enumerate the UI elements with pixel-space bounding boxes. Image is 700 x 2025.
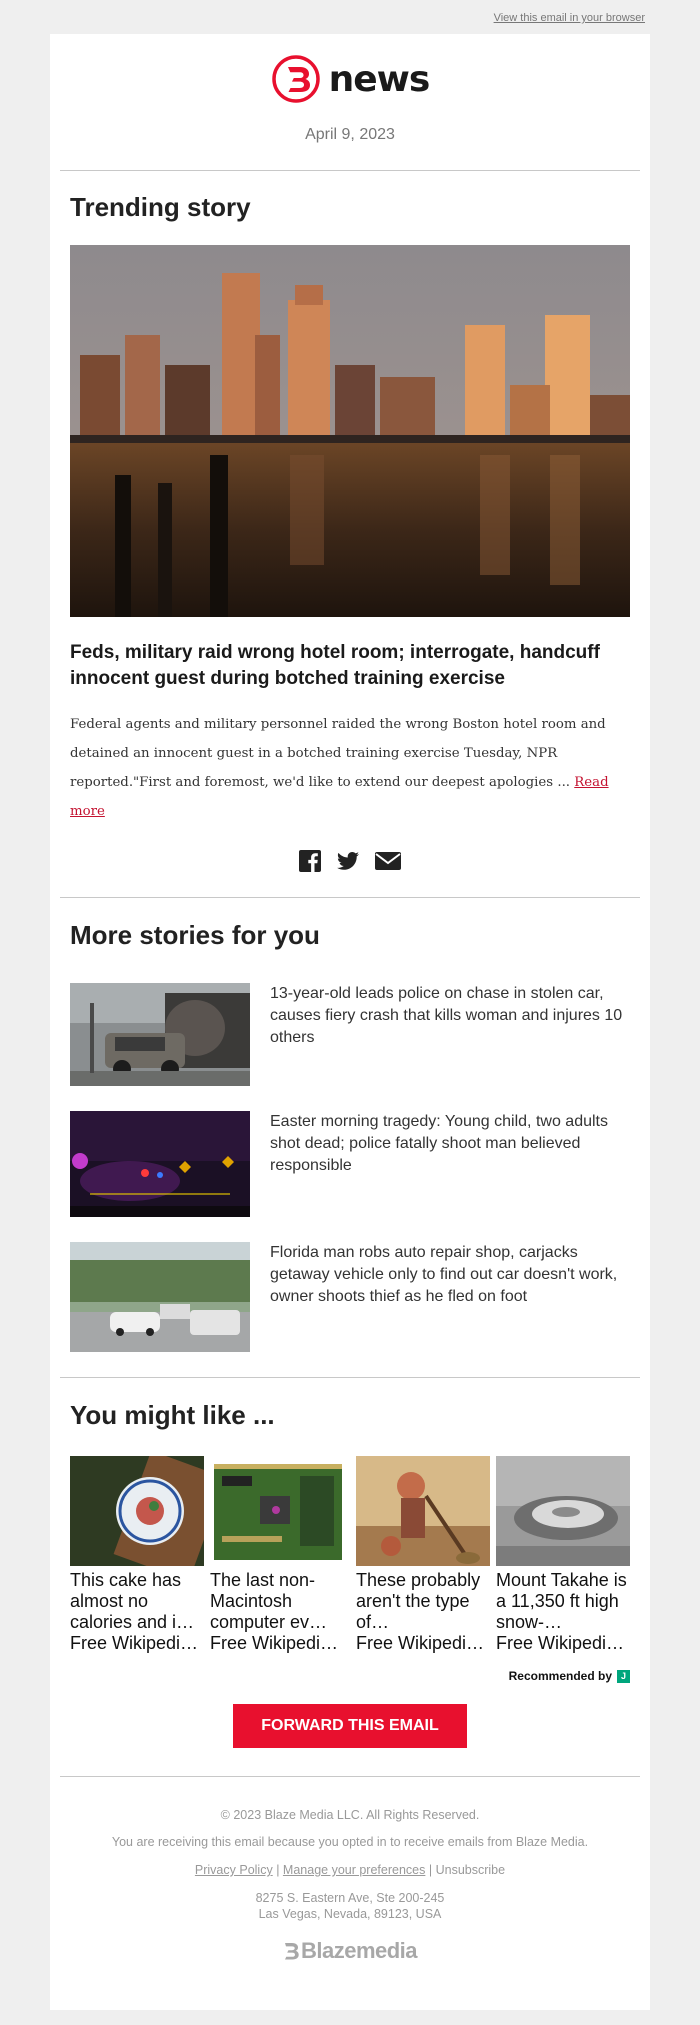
blaze-media-wordmark: Blazemedia: [300, 1938, 418, 1963]
view-in-browser-link[interactable]: View this email in your browser: [493, 12, 645, 24]
recommended-title[interactable]: Mount Takahe is a 11,350 ft high snow-…: [496, 1570, 627, 1632]
blaze-logo-icon: [271, 54, 321, 104]
trending-section-title: Trending story: [70, 192, 251, 222]
email-card: [50, 34, 650, 2010]
recommended-title[interactable]: This cake has almost no calories and i…: [70, 1570, 195, 1632]
divider: [60, 170, 640, 171]
footer-address-line2: Las Vegas, Nevada, 89123, USA: [258, 1907, 442, 1921]
story-title[interactable]: Easter morning tragedy: Young child, two adults shot dead; police fatally shoot man believed responsible: [270, 1113, 608, 1174]
story-item[interactable]: [70, 983, 630, 1091]
divider: [60, 1776, 640, 1777]
issue-date: April 9, 2023: [305, 126, 395, 143]
footer-separator: |: [428, 1863, 433, 1877]
unsubscribe-link[interactable]: Unsubscribe: [435, 1863, 506, 1877]
story-title[interactable]: Florida man robs auto repair shop, carjacks getaway vehicle only to find out car doesn't work, owner shoots thief as he fled on foot: [270, 1244, 618, 1305]
forward-email-button[interactable]: FORWARD THIS EMAIL: [233, 1704, 467, 1748]
read-more-link[interactable]: Read more: [70, 775, 609, 819]
news-logo[interactable]: [50, 54, 650, 104]
recommendation-widget-icon: J: [617, 1670, 630, 1683]
you-might-like-section-title: You might like ...: [70, 1400, 275, 1430]
top-bar: [0, 0, 700, 34]
divider: [60, 897, 640, 898]
footer-copyright: © 2023 Blaze Media LLC. All Rights Reserved.: [220, 1808, 480, 1822]
story-thumbnail[interactable]: [70, 983, 250, 1086]
footer-links: [50, 1863, 650, 1877]
recommended-source: Free Wikipedi…: [496, 1633, 625, 1653]
twitter-icon[interactable]: [336, 849, 360, 873]
footer-opt-in-notice: You are receiving this email because you opted in to receive emails from Blaze Media.: [111, 1835, 589, 1849]
story-title[interactable]: 13-year-old leads police on chase in stolen car, causes fiery crash that kills woman and injures 10 others: [270, 985, 623, 1046]
social-share-row: [50, 849, 650, 873]
story-thumbnail[interactable]: [70, 1242, 250, 1352]
recommended-thumbnail[interactable]: [356, 1456, 490, 1566]
more-stories-section-title: More stories for you: [70, 920, 320, 950]
privacy-policy-link[interactable]: Privacy Policy: [194, 1863, 273, 1877]
trending-headline[interactable]: Feds, military raid wrong hotel room; interrogate, handcuff innocent guest during botched training exercise: [70, 642, 600, 689]
recommended-by[interactable]: [509, 1669, 630, 1683]
recommended-thumbnail[interactable]: [496, 1456, 630, 1566]
blaze-media-logo[interactable]: [50, 1938, 650, 1964]
divider: [60, 1377, 640, 1378]
logo-wordmark: news: [328, 58, 430, 100]
facebook-icon[interactable]: [298, 849, 322, 873]
story-item[interactable]: [70, 1242, 630, 1350]
trending-summary: [70, 710, 630, 826]
recommended-source: Free Wikipedi…: [70, 1633, 199, 1653]
trending-hero-image[interactable]: [70, 245, 630, 617]
recommended-source: Free Wikipedi…: [356, 1633, 485, 1653]
story-item[interactable]: [70, 1111, 630, 1219]
recommended-thumbnail[interactable]: [70, 1456, 204, 1566]
manage-preferences-link[interactable]: Manage your preferences: [282, 1863, 426, 1877]
trending-summary-text: Federal agents and military personnel raided the wrong Boston hotel room and detained an innocent guest in a botched training exercise Tuesday, NPR reported."First and foremost, we'd like to extend our deepest apologies ...: [70, 717, 606, 790]
recommended-item[interactable]: [70, 1456, 204, 1654]
recommended-item[interactable]: [356, 1456, 490, 1654]
recommended-title[interactable]: These probably aren't the type of…: [356, 1570, 481, 1632]
recommended-title[interactable]: The last non-Macintosh computer ev…: [210, 1570, 328, 1632]
blaze-media-logo-icon: [283, 1941, 299, 1961]
story-thumbnail[interactable]: [70, 1111, 250, 1217]
footer-address-line1: 8275 S. Eastern Ave, Ste 200-245: [255, 1891, 445, 1905]
recommended-item[interactable]: [496, 1456, 630, 1654]
footer-separator: |: [276, 1863, 280, 1877]
recommended-source: Free Wikipedi…: [210, 1633, 339, 1653]
recommended-thumbnail[interactable]: [210, 1456, 344, 1566]
recommended-by-label: Recommended by: [508, 1669, 612, 1683]
recommended-item[interactable]: [210, 1456, 344, 1654]
email-icon[interactable]: [374, 849, 402, 873]
